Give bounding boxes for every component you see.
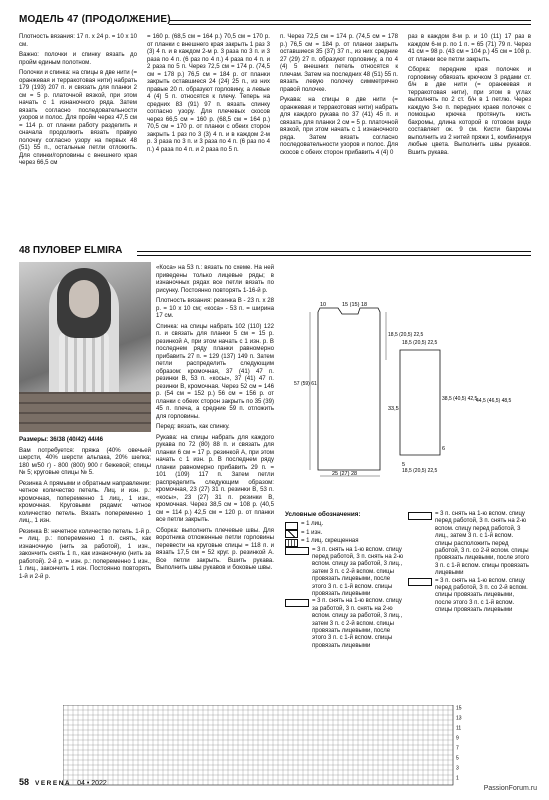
issue: 04 • 2022 [77, 780, 107, 787]
cable-right-icon [285, 599, 309, 607]
paragraph: раз в каждом 8-м р. и 10 (11) 17 раз в каждом 6-м р. по 1 п. = 65 (71) 79 п. Через 41 см = 98 р. (43 см = 104 р.) 45 см = 108 р. от планки все петли закрыть. [408, 33, 531, 63]
cable-front-icon [408, 512, 432, 520]
bottom-width-label: 25 (27) 28 [332, 471, 358, 477]
legend-title: Условные обозначения: [285, 511, 361, 518]
paragraph: Плотность вязания: резинка В - 23 п. х 28 р. = 10 х 10 см; «коса» - 53 п. = ширина 17 см. [156, 297, 274, 319]
chart-row-numbers [456, 706, 462, 782]
twisted-knit-icon [285, 539, 298, 547]
paragraph: = 160 р. (68,5 см = 164 р.) 70,5 см = 170 р. от планки с внешнего края закрыть 1 раз 3 (3) 4 п. и в каждом 2-м р. 3 раза по 3 п. и 3 раза по 4 п. (6 раз по 4 п.) 4 раза по 4 п. и 2 раза по 5 п. Через 72,5 см = 174 р. (74,5 см = 178 р.) 76,5 см = 184 р. от планки закрыть оставшиеся 24 (24) 25 п., из них правые 20 п. образуют горловину, а левые 4 (4) 5 п. относятся к плечу. Теперь на средних 83 (91) 97 п. вязать спинку согласно узору. Для плечевых скосов через 66,5 см = 160 р. (68,5 см = 164 р.) 70,5 см = 170 р. от планки с обеих сторон закрыть 1 раз по 3 (3) 4 п. и в каждом 2-м р. 3 раза по 3 п. и 3 раза по 4 п. (6 раз по 4 п.) 4 раза по 4 п. и 2 раза по 5 п. [147, 33, 270, 153]
paragraph: Вам потребуется: пряжа (40% овечьей шерсти, 40% шерсти альпака, 20% шелка; 180 м/50 г) - 800 (800) 900 г бежевой; спицы № 5; круговые спицы № 5. [19, 446, 151, 476]
body-height-label: 57 (59) 61 [294, 381, 317, 387]
cuff-height-label: 6 [442, 446, 446, 452]
section-title: 48 ПУЛОВЕР ELMIRA [19, 245, 123, 256]
body-outline [318, 308, 380, 470]
section-header [19, 245, 531, 261]
paragraph: Сборка: выполнить плечевые швы. Для воротника отложенные петли горловины перевести на круговые спицы = 118 п. и вязать 17,5 см = 52 круг. р. резинкой А. Все петли закрыть. Вшить рукава. Выполнить швы рукавов и боковые швы. [156, 526, 274, 571]
paragraph: Спинка: на спицы набрать 102 (110) 122 п. и связать для планки 5 см = 15 р. резинкой А, при этом начать с 1 изн. р. В последнем ряду планки равномерно прибавить 27 п. = 129 (137) 149 п. Затем петли распределить следующим образом: кромочная, 37 (41) 47 п. резинки В, 53 п. «косы», 37 (41) 47 п. резинки В, кромочная. Через 52 см = 146 р. (54 см = 152 р.) 56 см = 156 р. от планки с обеих сторон закрыть по 35 (39) 45 п. плеча, а средние 59 п. отложить для горловины. [156, 322, 274, 420]
stitch-chart [63, 705, 483, 787]
sleeve-full-label: 44,5 (46,5) 48,5 [476, 398, 512, 404]
site-watermark: PassionForum.ru [483, 785, 537, 792]
legend-item: = 1 изн. [285, 530, 405, 539]
hem-height-label: 5 [402, 462, 406, 468]
photo-face [69, 280, 99, 318]
paragraph: Полочки и спинка: на спицы в две нити (= оранжевая и терракотовая нити) набрать 179 (193) 207 п. и связать для планки 2 см = 5 р. платочной вязкой, при этом начать с 1 изнаночного ряда. Затем вязать согласно последовательности узоров и полос. Для пройм через 47,5 см = 114 р. от планки работу разделить и сначала продолжить вязать правую полочку согласно узору на первых 48 (51) 55 п., остальные петли отложить. Для спинки/горловины с внешнего края через 66,5 см [19, 69, 137, 166]
model47-column-3 [280, 33, 398, 159]
chart-row-number: 3 [456, 765, 459, 772]
paragraph: Важно: полочки и спинку вязать до пройм единым полотном. [19, 51, 137, 66]
continuation-header [19, 14, 531, 30]
legend-item: = 3 п. снять на 1-ю вспом. спицу за работой, 3 п. снять на 2-ю вспом. спицу за работой, 3 лиц., затем 3 п. с 2-й вспом. спицы провязать лицевыми, после этого 3 п. с 1-й вспом. спицы провязать лицевыми [285, 598, 405, 650]
chart-row-number: 13 [456, 715, 462, 722]
legend [285, 511, 405, 650]
paragraph: Резинка В: нечетное количество петель. 1-й р. = лиц. р.: попеременно 1 п. снять, как изнаночную (нить за работой), 1 изн., закончить снять 1 п., как изнаночную (нить за работой). 2-й р. = изн. р.: попеременно 1 изн., 1 лиц., закончить 1 изн. Постоянно повторять 1-й и 2-й р. [19, 527, 151, 580]
sleeve-top-label: 18,5 (20,5) 22,5 [402, 340, 438, 346]
paragraph: Рукава: на спицы в две нити (= оранжевая и терракотовая нити) набрать для каждого рукава по 37 (41) 45 п. и связать для планки 2 см = 5 р. платочной вязкой, при этом начать с 1 изнаночного ряда. Затем вязать согласно последовательности узоров и полос. Для скосов с обеих сторон прибавить 4 (4) 0 [280, 96, 398, 156]
legend-item: = 3 п. снять на 1-ю вспом. спицу перед работой, 3 п. снять на 2-ю вспом. спицу за работой, 3 лиц., затем 3 п. с 2-й вспом. спицы провязать лицевыми, после этого 3 п. с 1-й вспом. спицы провязать лицевыми [285, 547, 405, 599]
model-photo [19, 262, 151, 432]
model47-column-2 [147, 33, 270, 156]
chart-row-number: 9 [456, 735, 459, 742]
page-title: МОДЕЛЬ 47 (ПРОДОЛЖЕНИЕ) [19, 14, 171, 25]
paragraph: Сборка: передние края полочек и горловину обвязать крючком 3 рядами ст. б/н в две нити (= оранжевая и терракотовая нити), при этом в углах выполнять по 2 ст. б/н в 1 петлю. Через каждую 3-ю п. передних краев полочек с помощью крючка протянуть кисть бахромы, длина которой в готовом виде составляет ок. 9 см. Кисти бахромы выполнить из 2 нитей пряжи 1, комбинируя любые цвета. Выполнить швы рукавов. Вшить рукава. [408, 66, 531, 156]
magazine-name: VERENA [35, 780, 72, 787]
purl-symbol-icon [285, 530, 298, 538]
chart-row-number: 1 [456, 775, 459, 782]
shoulder-width-label: 15 (15) 18 [342, 302, 368, 308]
paragraph: п. Через 72,5 см = 174 р. (74,5 см = 178 р.) 76,5 см = 184 р. от планки закрыть оставшиеся 35 (37) 37 п., из них средние 27 (29) 27 п. образуют горловину, а по 4 (4) 5 внешних петель относятся к плечам. Затем на последних 48 (51) 55 п. вязать левую полочку симметрично правой полочке. [280, 33, 398, 93]
photo-background [19, 392, 151, 432]
armhole-height-label: 18,5 (20,5) 22,5 [388, 332, 424, 338]
footer [19, 777, 107, 787]
model48-column-b [156, 264, 274, 575]
legend-item: = 3 п. снять на 1-ю вспом. спицу перед работой, 3 п. снять на 2-ю вспом. спицу перед работой, 3 лиц., затем 3 п. с 1-й вспом. спицы расположить перед работой, 3 п. со 2-й вспом. спицы провязать лицевыми, после этого 3 п. с 1-й вспом. спицы провязать лицевыми [408, 511, 531, 578]
chart-row-number: 5 [456, 755, 459, 762]
model48-column-a [19, 436, 151, 583]
paragraph: Перед: вязать, как спинку. [156, 423, 230, 430]
chart-row-number: 7 [456, 745, 459, 752]
cable-left-icon [285, 547, 309, 555]
sizes: Размеры: 36/38 (40/42) 44/46 [19, 436, 104, 443]
section-rule [137, 251, 531, 256]
chart-row-number: 11 [456, 725, 462, 732]
paragraph: Плотность вязания: 17 п. х 24 р. = 10 х 10 см. [19, 33, 138, 48]
legend-item: = 1 лиц. скрещенная [285, 538, 405, 547]
legend-item: = 3 п. снять на 1-ю вспом. спицу перед работой, 3 п. со 2-й вспом. спицы провязать лицевыми, после этого 3 п. с 1-й вспом. спицы провязать лицевыми [408, 578, 531, 615]
page-number: 58 [19, 777, 30, 787]
cable-back-icon [408, 578, 432, 586]
paragraph: Резинка А прямыми и обратным направлении: четное количество петель. Лиц. и изн. р.: кромочная, попеременно 1 лиц., 1 изн., кромочная. Круговыми рядами: четное количество петель. Вязать попеременно 1 лиц., 1 изн. [19, 479, 151, 524]
legend-continued [408, 511, 531, 615]
sleeve-outline [400, 350, 440, 455]
top-width-label: 10 [320, 302, 327, 308]
sleeve-bottom-label: 18,5 (20,5) 22,5 [402, 468, 438, 474]
pattern-schematic [290, 300, 530, 480]
paragraph: «Коса» на 53 п.: вязать по схеме. На ней приведены только лицевые ряды; в изнаночных рядах все петли вязать по рисунку. Постоянно повторять 1-16-й р. [156, 264, 274, 294]
paragraph: Рукава: на спицы набрать для каждого рукава по 72 (80) 88 п. и связать для планки 6 см = 17 р. резинкой А, при этом начать с 1 изн. р. В последнем ряду планки равномерно прибавить 29 п. = 101 (109) 117 п. Затем петли распределить следующим образом: кромочная, 23 (27) 31 п. резинки В, 53 п. «косы», 23 (27) 31 п. резинки В, кромочная. Через 38,5 см = 108 р. (40,5 см = 114 р.) 42,5 см = 120 р. от планки все петли закрыть. [156, 433, 274, 523]
model47-column-1 [19, 33, 137, 170]
sleeve-height-label: 38,5 (40,5) 42,5 [442, 396, 478, 402]
chart-row-number: 15 [456, 705, 462, 712]
legend-item: = 1 лиц. [285, 521, 405, 530]
model47-column-4 [408, 33, 531, 159]
side-height-label: 33,5 [388, 406, 399, 412]
chart-grid [63, 705, 453, 785]
header-rule [169, 20, 531, 25]
knit-symbol-icon [285, 522, 298, 530]
